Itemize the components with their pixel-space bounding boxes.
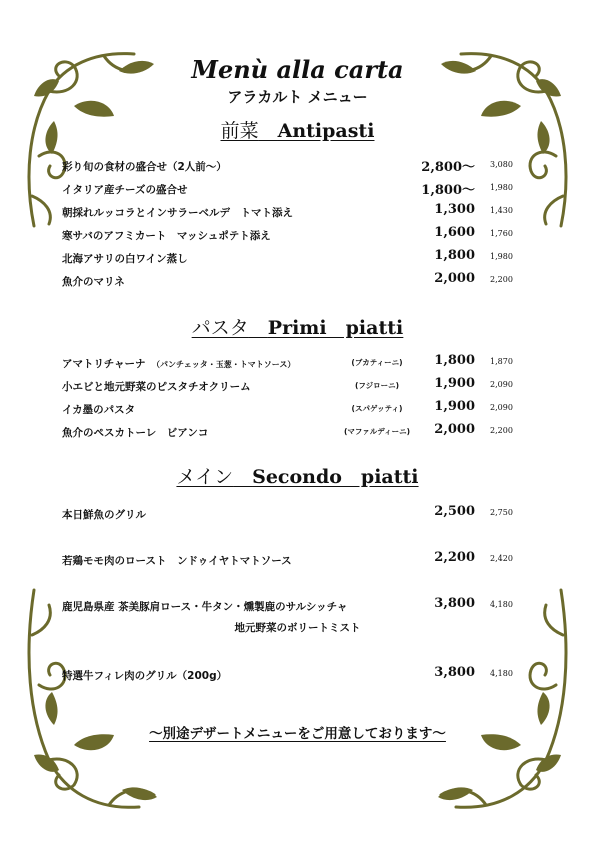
menu-item [0,248,595,268]
menu-item [0,422,595,442]
item-name: 小エビと地元野菜のピスタチオクリーム [62,381,251,393]
item-price-tax: 2,750 [490,508,513,517]
item-price: 1,800 [434,353,475,368]
item-price-tax: 2,090 [490,380,513,389]
item-price-tax: 1,430 [490,206,513,215]
section-heading-jp: 前菜 [220,120,259,142]
section-heading-it: Secondo piatti [252,466,419,488]
item-name: 彩り旬の食材の盛合せ（2人前～） [62,161,227,173]
item-name: 寒サバのアフミカート マッシュポテト添え [62,230,271,242]
item-price-tax: 2,420 [490,554,513,563]
item-name: 鹿児島県産 茶美豚肩ロース・牛タン・燻製鹿のサルシッチャ [62,601,348,613]
item-price: 3,800 [434,665,475,680]
item-price: 2,000 [434,422,475,437]
item-name: イタリア産チーズの盛合せ [62,184,188,196]
menu-item [0,399,595,419]
section-heading-it: Antipasti [277,120,375,142]
menu-item [0,596,595,616]
item-price-tax: 2,200 [490,426,513,435]
menu-item [0,156,595,176]
menu-title-japanese: アラカルト メニュー [227,88,368,106]
menu-item [0,353,595,373]
pasta-shape: (スパゲッティ) [351,404,403,413]
item-name: 若鶏モモ肉のロースト ンドゥイヤトマトソース [62,555,292,567]
menu-item [0,550,595,570]
item-price: 1,300 [434,202,475,217]
item-name-main: アマトリチャーナ [62,358,146,370]
item-name [62,356,295,371]
pasta-shape: (ブカティーニ) [351,358,403,367]
item-price: 1,800～ [421,183,475,198]
item-name: 朝採れルッコラとインサラーベルデ トマト添え [62,207,293,219]
item-price-tax: 4,180 [490,600,513,609]
item-price: 1,900 [434,376,475,391]
menu-item [0,665,595,685]
item-name: 魚介のマリネ [62,276,125,288]
menu-item [0,271,595,291]
menu-item [0,376,595,396]
section-heading-jp: パスタ [191,317,249,339]
item-price-tax: 3,080 [490,160,513,169]
item-price-tax: 1,980 [490,183,513,192]
item-price: 2,000 [434,271,475,286]
item-price-tax: 1,980 [490,252,513,261]
item-price: 1,800 [434,248,475,263]
item-name-sub: （パンチェッタ・玉葱・トマトソース） [155,360,296,369]
item-price: 2,800～ [421,160,475,175]
menu-title-italian: Menù alla carta [191,55,404,84]
pasta-shape: (フジローニ) [354,381,400,390]
menu-item [0,202,595,222]
section-heading-jp: メイン [176,466,234,488]
item-name: 特選牛フィレ肉のグリル（200g） [62,670,228,682]
section-heading-primi [0,313,595,340]
item-price-tax: 2,090 [490,403,513,412]
item-name: 魚介のペスカトーレ ビアンコ [62,427,209,439]
pasta-shape: (マファルディーニ) [343,427,411,436]
item-price-tax: 1,760 [490,229,513,238]
item-price: 1,600 [434,225,475,240]
menu-item [0,179,595,199]
item-price-tax: 2,200 [490,275,513,284]
dessert-menu-note: ～別途デザートメニューをご用意しております～ [149,726,446,742]
item-price: 3,800 [434,596,475,611]
item-price: 1,900 [434,399,475,414]
menu-item [0,225,595,245]
section-heading-secondo [0,462,595,489]
section-heading-it: Primi piatti [267,317,404,339]
section-heading-antipasti [0,116,595,143]
item-price-tax: 4,180 [490,669,513,678]
item-price: 2,500 [434,504,475,519]
item-name: 北海アサリの白ワイン蒸し [62,253,188,265]
item-price-tax: 1,870 [490,357,513,366]
item-price: 2,200 [434,550,475,565]
item-name: 本日鮮魚のグリル [62,509,146,521]
menu-item [0,504,595,524]
item-description: 地元野菜のボリートミスト [234,622,361,634]
item-name: イカ墨のパスタ [62,404,136,416]
